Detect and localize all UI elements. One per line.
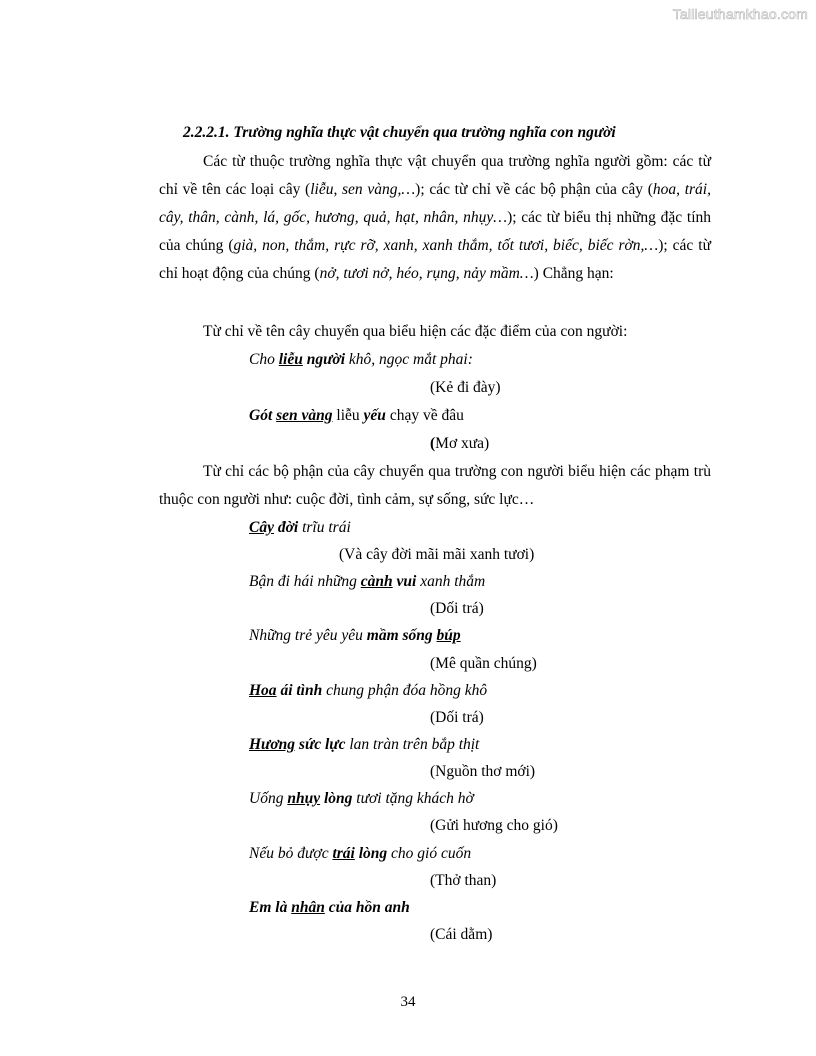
verse-source: (Mơ xưa) bbox=[430, 435, 490, 452]
section-heading: 2.2.2.1. Trường nghĩa thực vật chuyển qua trường nghĩa con người bbox=[183, 124, 616, 141]
verse-source: (Thở than) bbox=[430, 872, 497, 889]
verse-line: Bận đi hái những cành vui xanh thắm bbox=[249, 573, 486, 590]
verse-line: Hương sức lực lan tràn trên bắp thịt bbox=[249, 736, 480, 753]
verse-source: (Dối trá) bbox=[430, 709, 484, 726]
verse-source: (Dối trá) bbox=[430, 600, 484, 617]
body-paragraph: Từ chỉ các bộ phận của cây chuyển qua trường con người biểu hiện các phạm trù thuộc con người như: cuộc đời, tình cảm, sự sống, sức lực… bbox=[159, 463, 711, 508]
verse-line: Em là nhân của hồn anh bbox=[249, 899, 410, 916]
watermark: Tailieuthamkhao.com bbox=[672, 6, 808, 22]
page-number: 34 bbox=[400, 994, 416, 1010]
verse-line: Cây đời trĩu trái bbox=[249, 519, 351, 536]
intro-paragraph: Các từ thuộc trường nghĩa thực vật chuyển qua trường nghĩa người gồm: các từ chỉ về tên các loại cây (liễu, sen vàng,…); các từ chỉ về các bộ phận của cây (hoa, trái, cây, thân, cành, lá, gốc, hương, quả, hạt, nhân, nhụy…); các từ biểu thị những đặc tính của chúng (già, non, thắm, rực rỡ, xanh, xanh thắm, tốt tươi, biếc, biếc rờn,…); các từ chỉ hoạt động của chúng (nở, tươi nở, héo, rụng, nảy mầm…) Chẳng hạn: bbox=[159, 153, 711, 282]
lead-line-names: Từ chỉ về tên cây chuyển qua biểu hiện các đặc điểm của con người: bbox=[203, 323, 628, 340]
verse-line: Hoa ái tình chung phận đóa hồng khô bbox=[249, 682, 488, 699]
verse-line: Cho liễu người khô, ngọc mắt phai: bbox=[249, 351, 473, 368]
verse-source: (Và cây đời mãi mãi xanh tươi) bbox=[339, 546, 535, 563]
verse-line: Nếu bỏ được trái lòng cho gió cuốn bbox=[249, 845, 472, 862]
verse-line: Uống nhụy lòng tươi tặng khách hờ bbox=[249, 790, 474, 807]
verse-source: (Mê quần chúng) bbox=[430, 655, 537, 672]
verse-line: Những trẻ yêu yêu mầm sống búp bbox=[249, 627, 461, 644]
verse-source: (Cái dằm) bbox=[430, 926, 493, 943]
verse-source: (Gửi hương cho gió) bbox=[430, 817, 558, 834]
verse-line: Gót sen vàng liễu yếu chạy về đâu bbox=[249, 407, 464, 424]
verse-source: (Nguồn thơ mới) bbox=[430, 763, 536, 780]
verse-source: (Kẻ đi đày) bbox=[430, 379, 501, 396]
